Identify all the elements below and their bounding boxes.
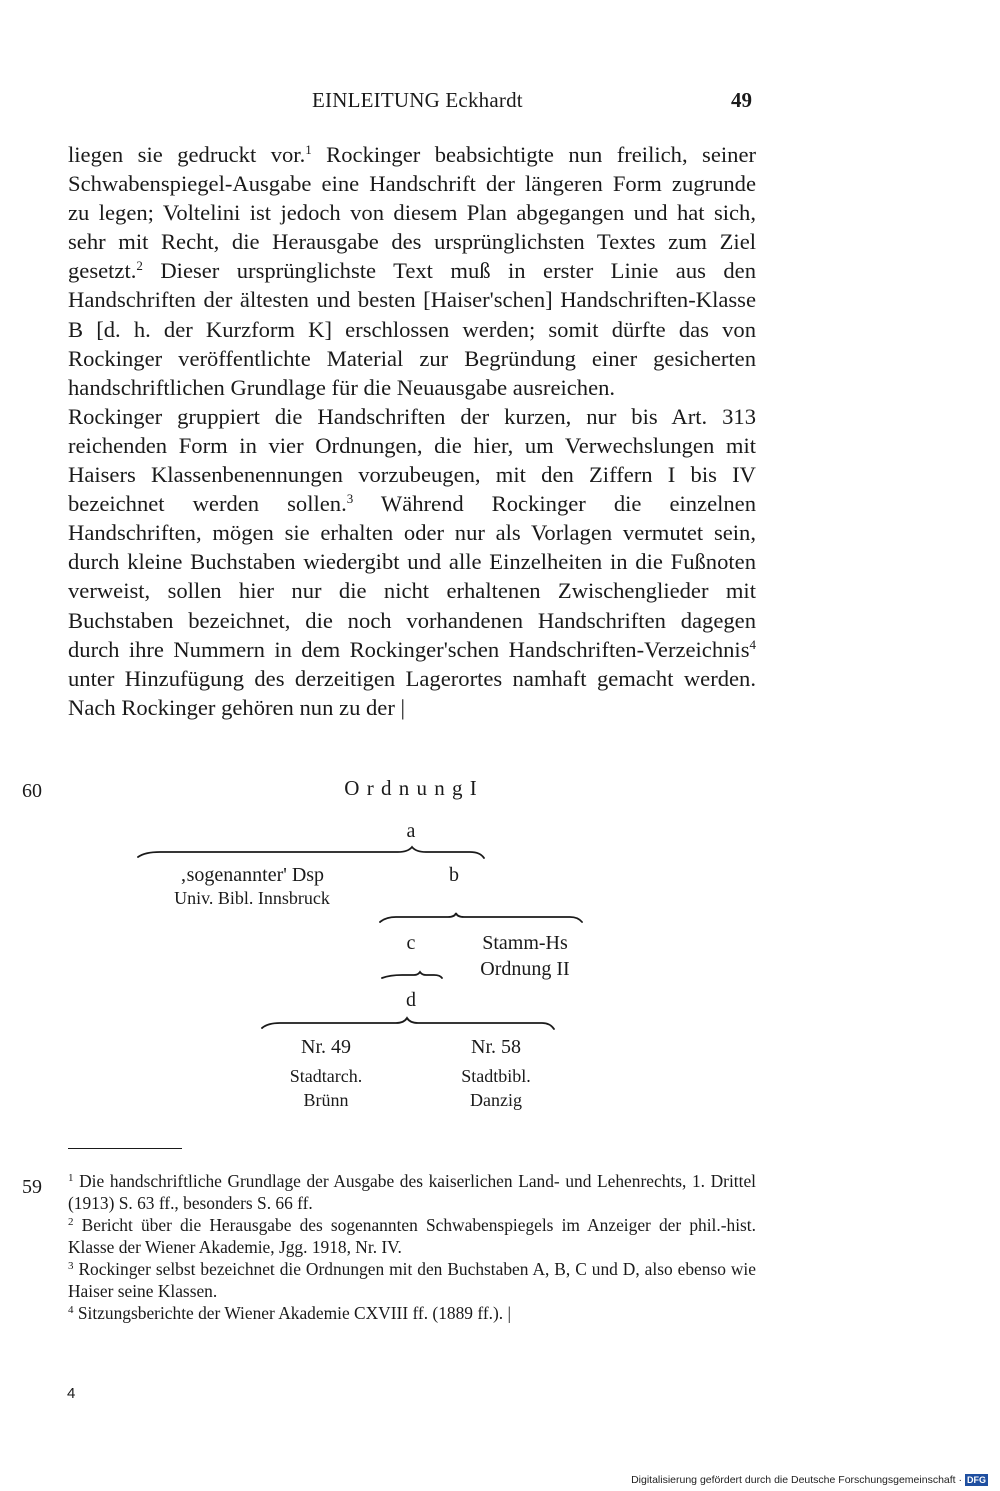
running-header: EINLEITUNG Eckhardt	[312, 88, 523, 112]
nr49-location: Stadtarch.	[289, 1066, 363, 1086]
node-b: b	[449, 864, 459, 886]
brace-b	[380, 913, 582, 922]
nr49-city: Brünn	[303, 1090, 349, 1110]
node-c: c	[406, 932, 416, 954]
footnote-ref-2[interactable]: 2	[136, 258, 143, 274]
footnote-2	[68, 1214, 756, 1258]
printer-signature: 4	[67, 1385, 76, 1402]
margin-number-upper: 60	[22, 780, 42, 802]
nr58-label: Nr. 58	[471, 1036, 521, 1058]
nr58-city: Danzig	[470, 1090, 522, 1110]
footnote-1	[68, 1170, 756, 1214]
footnote-text: Die handschriftliche Grundlage der Ausgabe des kaiserlichen Land- und Lehenrechts, 1. Drittel (1913) S. 63 ff., besonders S. 66 ff.	[68, 1171, 756, 1213]
text-run: Während Rockinger die einzelnen Handschriften, mögen sie erhalten oder nur als Vorlagen vermutet sein, durch kleine Buchstaben wiedergibt und alle Einzelheiten in die Fußnoten verweist, sollen hier nur die nicht erhaltenen Zwischenglieder mit Buchstaben bezeichnet, die noch vorhandenen Handschriften dagegen durch ihre Nummern in dem Rockinger'schen Handschriften-Verzeichnis	[68, 491, 756, 662]
stamm-label: Stamm-Hs	[482, 932, 568, 954]
footnote-4	[68, 1302, 756, 1324]
footnote-ref-3[interactable]: 3	[346, 491, 354, 507]
footnote-ref-4[interactable]: 4	[749, 636, 756, 652]
dsp-label: ‚sogenannter' Dsp	[179, 864, 325, 886]
footnote-text: Bericht über die Herausgabe des sogenannten Schwabenspiegels im Anzeiger der phil.-hist. Klasse der Wiener Akademie, Jgg. 1918, Nr. IV.	[68, 1215, 756, 1257]
footnotes	[68, 1170, 756, 1324]
margin-number-lower: 59	[22, 1176, 42, 1198]
paragraph-2	[68, 402, 756, 722]
paragraph-1	[68, 140, 756, 402]
footnote-text: Sitzungsberichte der Wiener Akademie CXVIII ff. (1889 ff.). |	[73, 1303, 511, 1323]
dsp-location: Univ. Bibl. Innsbruck	[174, 888, 330, 908]
stamm-order: Ordnung II	[480, 958, 570, 980]
text-run: Rockinger beabsichtigte nun freilich, seiner Schwabenspiegel-Ausgabe eine Handschrift der längeren Form zugrunde zu legen; Voltelini ist jedoch von diesem Plan abgegangen und hat sich, sehr mit Recht, die Herausgabe des ursprünglichsten Textes zum Ziel gesetzt.	[68, 142, 757, 284]
page-number: 49	[731, 88, 752, 112]
node-a: a	[406, 820, 416, 842]
body-text	[68, 140, 756, 722]
text-run: Dieser ursprünglichste Text muß in erster Linie aus den Handschriften der ältesten und besten [Haiser'schen] Handschriften-Klasse B [d. h. der Kurzform K] erschlossen werden; somit dürfte das von Rockinger veröffentlichte Material zur Begründung einer gesicherten handschriftlichen Grundlage für die Neuausgabe ausreichen.	[68, 258, 756, 400]
brace-a	[138, 847, 484, 858]
text-run: unter Hinzufügung des derzeitigen Lagerortes namhaft gemacht werden. Nach Rockinger gehören nun zu der |	[68, 665, 756, 720]
footnote-mark: 2	[68, 1216, 74, 1228]
text-run: liegen sie gedruckt vor.	[68, 142, 306, 167]
nr49-label: Nr. 49	[301, 1036, 351, 1058]
dfg-text: Digitalisierung gefördert durch die Deutsche Forschungsgemeinschaft ·	[631, 1474, 962, 1486]
nr58-location: Stadtbibl.	[461, 1066, 531, 1086]
brace-d	[262, 1018, 554, 1029]
footnote-mark: 3	[68, 1260, 74, 1272]
footnote-ref-1[interactable]: 1	[305, 142, 312, 157]
footnote-mark: 4	[68, 1304, 74, 1316]
footnote-text: Rockinger selbst bezeichnet die Ordnungen mit den Buchstaben A, B, C und D, also ebenso wie Haiser seine Klassen.	[68, 1259, 756, 1301]
node-d: d	[406, 989, 416, 1011]
footnote-divider	[68, 1148, 182, 1149]
dfg-notice	[631, 1474, 988, 1486]
footnote-mark: 1	[68, 1172, 74, 1184]
diagram-title: O r d n u n g I	[344, 776, 478, 800]
stemma-diagram	[0, 770, 1000, 1130]
dfg-logo-icon: DFG	[967, 1475, 986, 1485]
brace-c	[382, 972, 442, 978]
text-run: Rockinger gruppiert die Handschriften der kurzen, nur bis Art. 313 reichenden Form in vier Ordnungen, die hier, um Verwechslungen mit Haisers Klassenbenennungen vorzubeugen, mit den Ziffern I bis IV bezeichnet werden sollen.	[68, 403, 756, 517]
footnote-3	[68, 1258, 756, 1302]
